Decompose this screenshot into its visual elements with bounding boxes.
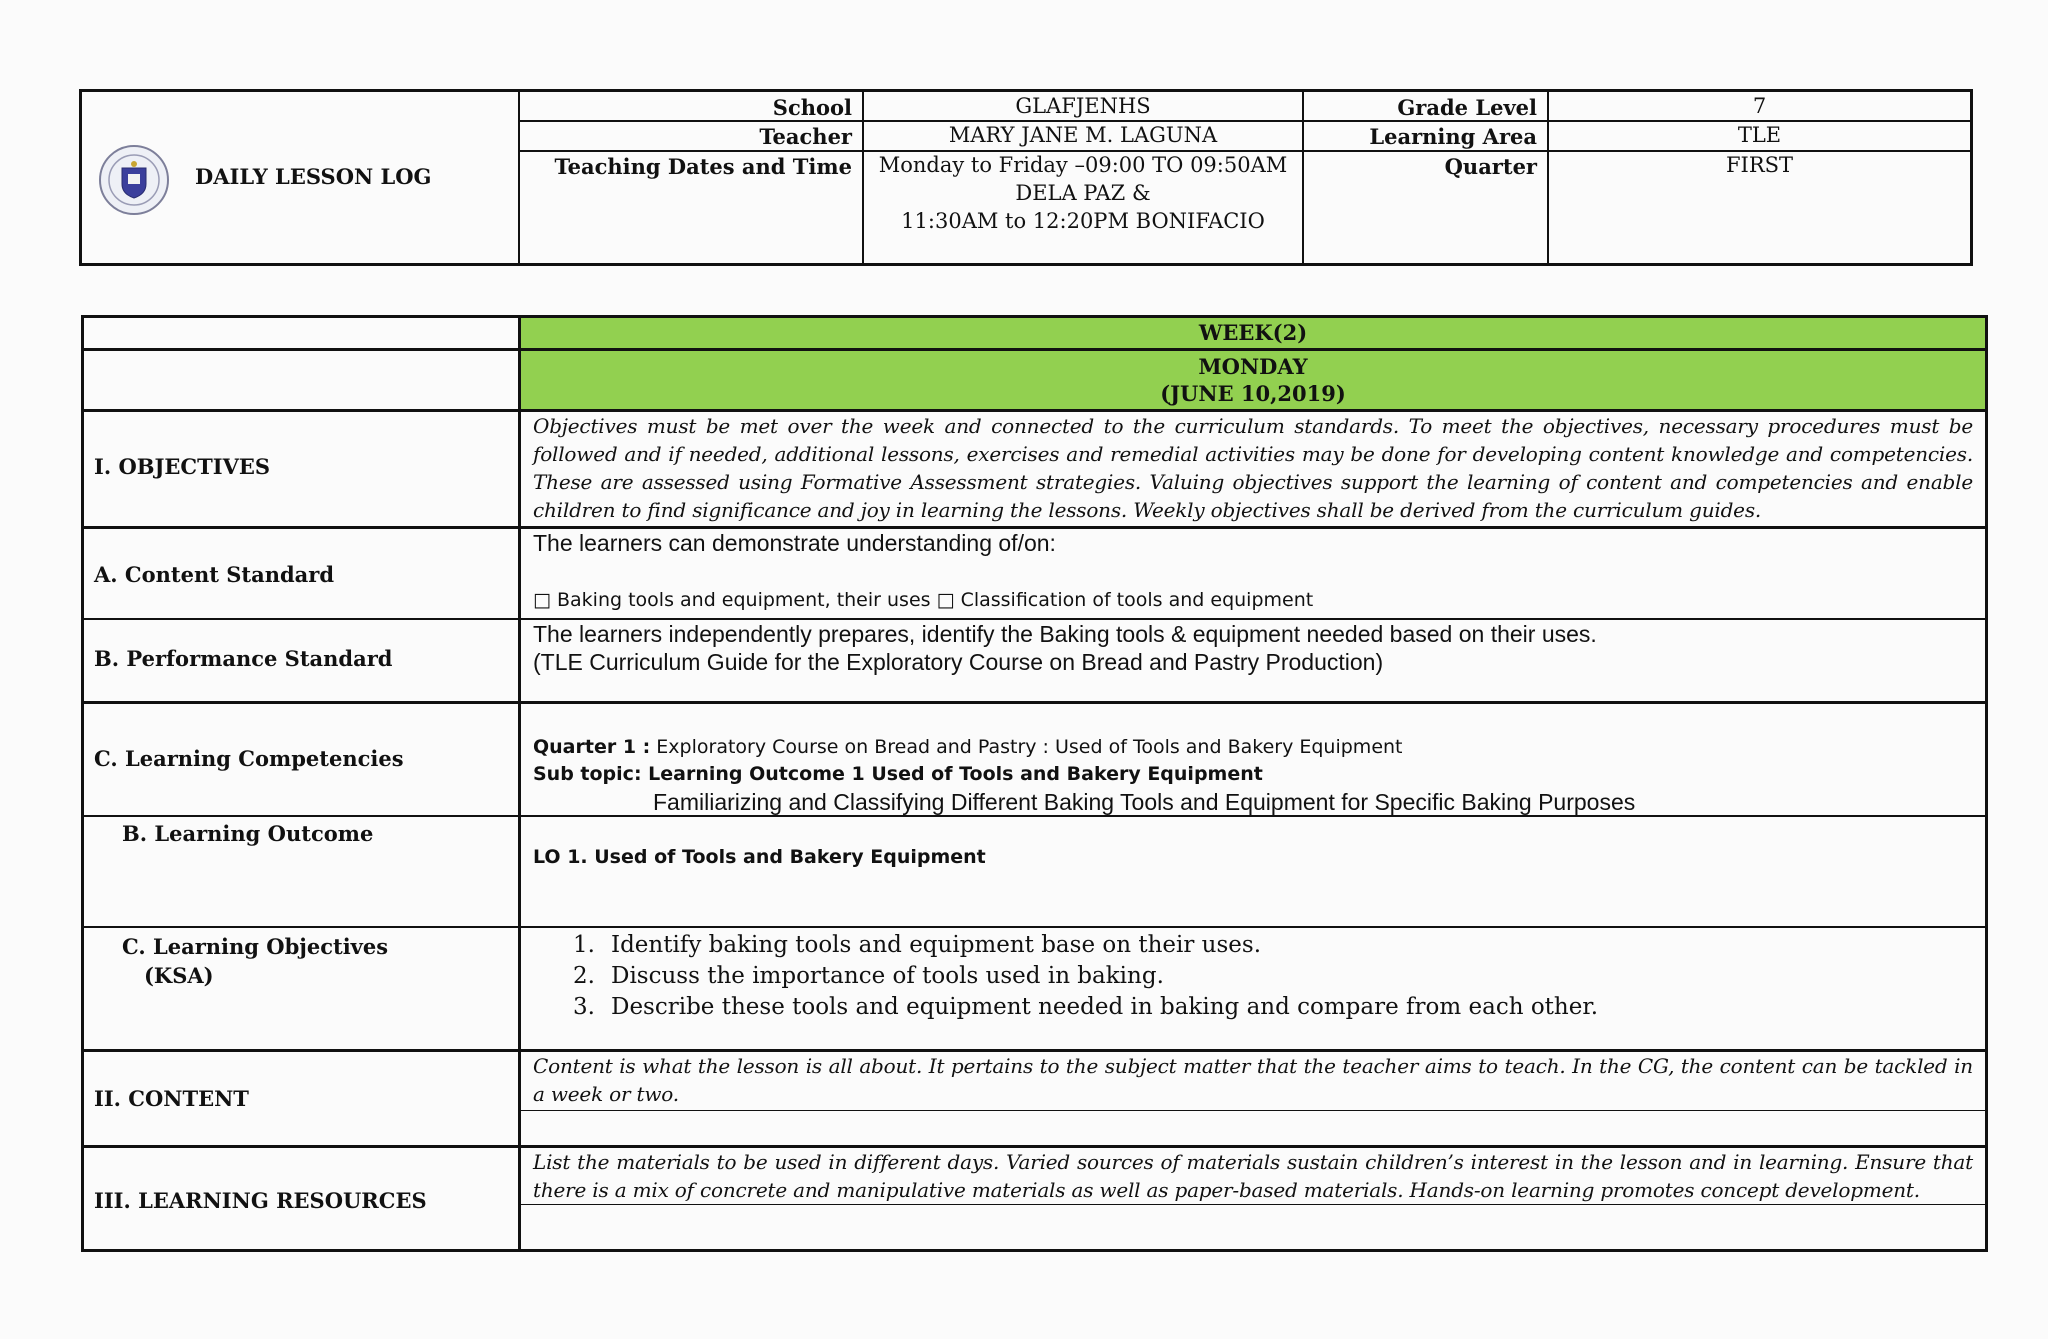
date-label: (JUNE 10,2019) xyxy=(1160,381,1346,406)
grade-level-value: 7 xyxy=(1752,94,1767,118)
learning-outcome-row xyxy=(84,817,1985,928)
deped-seal-icon xyxy=(98,144,170,216)
content-standard-line: The learners can demonstrate understanding of/on: xyxy=(533,530,1056,556)
quarter-value: FIRST xyxy=(1725,153,1794,177)
content-label: II. CONTENT xyxy=(94,1086,249,1111)
learning-outcome-cell xyxy=(521,817,1985,926)
school-label: School xyxy=(772,95,852,120)
objectives-label-cell xyxy=(84,412,521,526)
teaching-dates-line: DELA PAZ & xyxy=(1015,181,1151,205)
teacher-value: MARY JANE M. LAGUNA xyxy=(948,123,1218,147)
teaching-dates-line: Monday to Friday –09:00 TO 09:50AM xyxy=(878,153,1288,177)
item-number: 2. xyxy=(573,963,595,989)
teaching-dates-label: Teaching Dates and Time xyxy=(554,154,852,179)
content-standard-line: □ Baking tools and equipment, their uses □ Classification of tools and equipment xyxy=(533,589,1314,611)
empty-cell xyxy=(84,318,521,348)
lesson-log-table xyxy=(81,315,1988,1252)
learning-resources-text: List the materials to be used in different days. Varied sources of materials sustain children’s interest in the lesson and in learning. Ensure that there is a mix of concrete and manipulative materials as well as paper-based materials. Hands-on learning promotes concept development. xyxy=(521,1148,1985,1205)
item-text: Identify baking tools and equipment base on their uses. xyxy=(611,932,1262,958)
quarter-line xyxy=(521,704,1985,761)
logo-cell xyxy=(82,92,520,263)
learning-competencies-cell xyxy=(521,704,1985,815)
learning-competencies-label-cell xyxy=(84,704,521,815)
performance-standard-row xyxy=(84,620,1985,703)
quarter-label: Quarter xyxy=(1444,154,1537,179)
performance-standard-cell xyxy=(521,620,1985,701)
content-label-cell xyxy=(84,1052,521,1145)
week-cell xyxy=(521,318,1985,348)
list-item xyxy=(521,961,1985,992)
week-row xyxy=(84,318,1985,351)
item-text: Describe these tools and equipment needed in baking and compare from each other. xyxy=(611,994,1599,1020)
learning-outcome-text: LO 1. Used of Tools and Bakery Equipment xyxy=(533,846,986,868)
item-number: 1. xyxy=(573,932,595,958)
teaching-dates-line: 11:30AM to 12:20PM BONIFACIO xyxy=(901,209,1265,233)
learning-objectives-row xyxy=(84,928,1985,1052)
content-standard-label: A. Content Standard xyxy=(94,562,335,587)
dll-title: DAILY LESSON LOG xyxy=(195,164,432,189)
learning-objectives-cell xyxy=(521,928,1985,1049)
subtopic-line: Sub topic: Learning Outcome 1 Used of Tools and Bakery Equipment xyxy=(533,763,1263,785)
learning-area-value: TLE xyxy=(1737,123,1782,147)
objectives-text: Objectives must be met over the week and connected to the curriculum standards. To meet the objectives, necessary procedures must be followed and if needed, additional lessons, exercises and remedial activities may be done for developing content knowledge and competencies. These are assessed using Formative Assessment strategies. Valuing objectives support the learning of content and competencies and enable children to find significance and joy in learning the lessons. Weekly objectives shall be derived from the curriculum guides. xyxy=(533,414,1973,522)
empty-cell xyxy=(84,351,521,409)
teacher-label: Teacher xyxy=(759,124,852,149)
performance-standard-line: (TLE Curriculum Guide for the Exploratory Course on Bread and Pastry Production) xyxy=(533,649,1384,675)
content-row xyxy=(84,1052,1985,1148)
learning-area-label: Learning Area xyxy=(1369,124,1537,149)
focus-line: Familiarizing and Classifying Different Baking Tools and Equipment for Specific Baking Purposes xyxy=(653,789,1636,815)
performance-standard-line: The learners independently prepares, identify the Baking tools & equipment needed based on their uses. xyxy=(533,621,1597,647)
header-table xyxy=(79,89,1973,266)
performance-standard-label: B. Performance Standard xyxy=(94,646,393,671)
week-label: WEEK(2) xyxy=(1198,320,1308,345)
list-item xyxy=(521,930,1985,961)
objectives-label: I. OBJECTIVES xyxy=(94,454,271,479)
day-cell xyxy=(521,351,1985,409)
learning-competencies-label: C. Learning Competencies xyxy=(94,746,404,771)
learning-competencies-row xyxy=(84,703,1985,817)
content-standard-cell xyxy=(521,529,1985,618)
quarter-rest: Exploratory Course on Bread and Pastry : Used of Tools and Bakery Equipment xyxy=(650,736,1403,758)
learning-resources-label-cell xyxy=(84,1148,521,1252)
objectives-row xyxy=(84,412,1985,529)
grade-level-label: Grade Level xyxy=(1397,95,1537,120)
learning-objectives-label-line: (KSA) xyxy=(144,963,214,988)
learning-resources-row xyxy=(84,1148,1985,1252)
learning-objectives-label-line: C. Learning Objectives xyxy=(122,934,389,959)
day-label: MONDAY xyxy=(1198,354,1308,379)
content-cell xyxy=(521,1052,1985,1145)
learning-outcome-label: B. Learning Outcome xyxy=(122,821,374,846)
learning-resources-label: III. LEARNING RESOURCES xyxy=(94,1188,427,1213)
content-standard-row xyxy=(84,529,1985,620)
teaching-dates-value xyxy=(864,151,1302,235)
objectives-cell xyxy=(521,412,1985,526)
content-text: Content is what the lesson is all about. It pertains to the subject matter that the teacher aims to teach. In the CG, the content can be tackled in a week or two. xyxy=(521,1052,1985,1111)
school-value: GLAFJENHS xyxy=(1015,94,1151,118)
day-row xyxy=(84,351,1985,412)
learning-outcome-label-cell xyxy=(84,817,521,926)
content-standard-label-cell xyxy=(84,529,521,618)
quarter-bold: Quarter 1 : xyxy=(533,736,651,758)
learning-objectives-label-cell xyxy=(84,928,521,1049)
learning-resources-cell xyxy=(521,1148,1985,1252)
learning-objectives-list xyxy=(521,928,1985,1023)
performance-standard-label-cell xyxy=(84,620,521,701)
learning-objectives-label xyxy=(122,932,388,990)
item-number: 3. xyxy=(573,994,595,1020)
list-item xyxy=(521,992,1985,1023)
item-text: Discuss the importance of tools used in baking. xyxy=(611,963,1164,989)
